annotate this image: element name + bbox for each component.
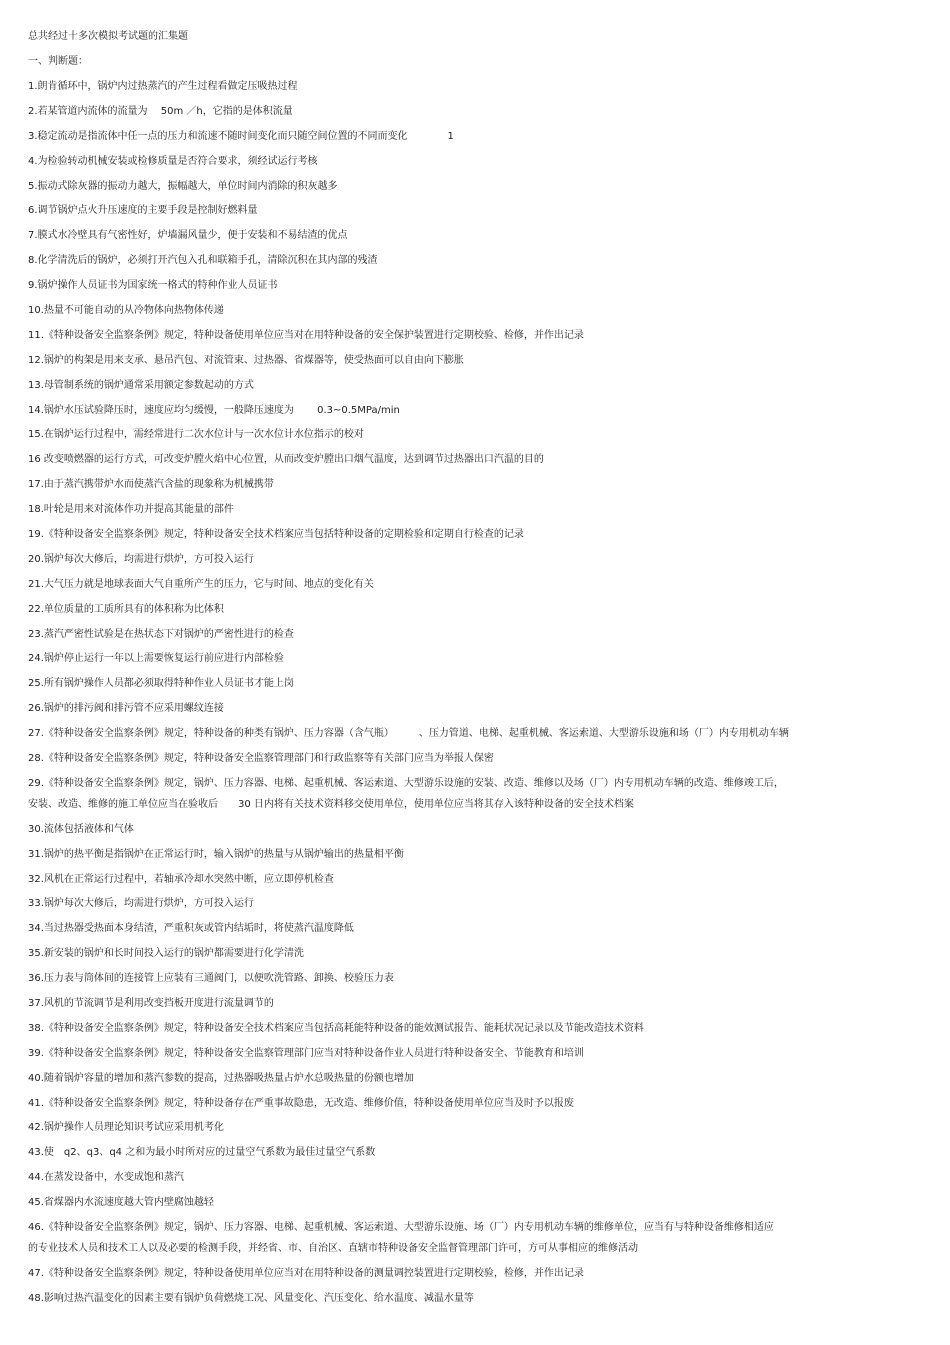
question-item: 36.压力表与筒体间的连接管上应装有三通阀门，以便吹洗管路、卸换、校验压力表 bbox=[28, 973, 394, 985]
question-item: 26.锅炉的排污阀和排污管不应采用螺纹连接 bbox=[28, 703, 224, 715]
question-item: 30.流体包括液体和气体 bbox=[28, 823, 134, 835]
question-item: 4.为检验转动机械安装或检修质量是否符合要求，须经试运行考核 bbox=[28, 155, 318, 167]
document-page bbox=[28, 30, 928, 1317]
question-item: 2.若某管道内流体的流量为 50m ／h，它指的是体积流量 bbox=[28, 105, 293, 117]
question-item: 14.锅炉水压试验降压时，速度应均匀缓慢，一般降压速度为 0.3~0.5MPa/min bbox=[28, 404, 400, 416]
question-item: 37.风机的节流调节是利用改变挡板开度进行流量调节的 bbox=[28, 997, 274, 1009]
question-item: 7.膜式水冷壁具有气密性好，炉墙漏风量少，便于安装和不易结渣的优点 bbox=[28, 230, 348, 242]
question-item: 28.《特种设备安全监察条例》规定，特种设备安全监察管理部门和行政监察等有关部门应当为举报人保密 bbox=[28, 753, 494, 765]
question-item: 46.《特种设备安全监察条例》规定，锅炉、压力容器、电梯、起重机械、客运索道、大型游乐设施、场（厂）内专用机动车辆的维修单位，应当有与特种设备维修相适应 bbox=[28, 1221, 774, 1233]
question-item: 29.《特种设备安全监察条例》规定，锅炉、压力容器、电梯、起重机械、客运索道、大型游乐设施的安装、改造、维修以及场（厂）内专用机动车辆的改造、维修竣工后， bbox=[28, 777, 784, 789]
question-item: 8.化学清洗后的锅炉，必须打开汽包入孔和联箱手孔，清除沉积在其内部的残渣 bbox=[28, 255, 378, 267]
question-item: 39.《特种设备安全监察条例》规定，特种设备安全监察管理部门应当对特种设备作业人员进行特种设备安全、节能教育和培训 bbox=[28, 1047, 584, 1059]
question-item: 19.《特种设备安全监察条例》规定，特种设备安全技术档案应当包括特种设备的定期检验和定期自行检查的记录 bbox=[28, 529, 524, 541]
document-title: 总共经过十多次模拟考试题的汇集题 bbox=[28, 31, 188, 42]
question-item: 42.锅炉操作人员理论知识考试应采用机考化 bbox=[28, 1122, 224, 1134]
question-item: 34.当过热器受热面本身结渣，严重积灰或管内结垢时，将使蒸汽温度降低 bbox=[28, 923, 354, 935]
question-item: 12.锅炉的构架是用来支承、悬吊汽包、对流管束、过热器、省煤器等，使受热面可以自由向下膨胀 bbox=[28, 354, 464, 366]
question-item: 41.《特种设备安全监察条例》规定，特种设备存在严重事故隐患，无改造、维修价值，特种设备使用单位应当及时予以报废 bbox=[28, 1097, 574, 1109]
question-item: 48.影响过热汽温变化的因素主要有锅炉负荷燃烧工况、风量变化、汽压变化、给水温度、减温水量等 bbox=[28, 1292, 474, 1304]
question-item: 24.锅炉停止运行一年以上需要恢复运行前应进行内部检验 bbox=[28, 653, 284, 665]
question-item: 20.锅炉每次大修后，均需进行烘炉，方可投入运行 bbox=[28, 553, 254, 565]
section-heading: 一、判断题： bbox=[28, 56, 88, 67]
question-item: 21.大气压力就是地球表面大气自重所产生的压力，它与时间、地点的变化有关 bbox=[28, 578, 374, 590]
question-item: 33.锅炉每次大修后，均需进行烘炉，方可投入运行 bbox=[28, 898, 254, 910]
question-item: 44.在蒸发设备中，水变成饱和蒸汽 bbox=[28, 1172, 184, 1184]
question-item: 31.锅炉的热平衡是指锅炉在正常运行时，输入锅炉的热量与从锅炉输出的热量相平衡 bbox=[28, 848, 404, 860]
question-item: 32.风机在正常运行过程中，若轴承冷却水突然中断，应立即停机检查 bbox=[28, 873, 334, 885]
question-item: 15.在锅炉运行过程中，需经常进行二次水位计与一次水位计水位指示的校对 bbox=[28, 429, 364, 441]
question-item: 10.热量不可能自动的从冷物体向热物体传递 bbox=[28, 305, 224, 317]
question-item: 1.朗肯循环中，锅炉内过热蒸汽的产生过程看做定压吸热过程 bbox=[28, 81, 298, 92]
question-item: 9.锅炉操作人员证书为国家统一格式的特种作业人员证书 bbox=[28, 280, 278, 292]
question-item: 11.《特种设备安全监察条例》规定，特种设备使用单位应当对在用特种设备的安全保护装置进行定期校验、检修，并作出记录 bbox=[28, 329, 584, 341]
question-item: 18.叶轮是用来对流体作功并提高其能量的部件 bbox=[28, 504, 234, 516]
question-item: 38.《特种设备安全监察条例》规定，特种设备安全技术档案应当包括高耗能特种设备的能效测试报告、能耗状况记录以及节能改造技术资料 bbox=[28, 1022, 644, 1034]
question-item: 13.母管制系统的锅炉通常采用额定参数起动的方式 bbox=[28, 379, 254, 391]
question-item-continuation: 安装、改造、维修的施工单位应当在验收后 30 日内将有关技术资料移交使用单位，使用单位应当将其存入该特种设备的安全技术档案 bbox=[28, 798, 634, 810]
question-item: 40.随着锅炉容量的增加和蒸汽参数的提高，过热器吸热量占炉水总吸热量的份额也增加 bbox=[28, 1072, 414, 1084]
question-item: 22.单位质量的工质所具有的体积称为比体积 bbox=[28, 603, 224, 615]
question-item: 17.由于蒸汽携带炉水而使蒸汽含盐的现象称为机械携带 bbox=[28, 479, 274, 491]
question-item: 3.稳定流动是指流体中任一点的压力和流速不随时间变化而只随空间位置的不同而变化 1 bbox=[28, 130, 454, 142]
question-item-continuation: 的专业技术人员和技术工人以及必要的检测手段，并经省、市、自治区、直辖市特种设备安全监督管理部门许可，方可从事相应的维修活动 bbox=[28, 1242, 638, 1254]
question-item: 47.《特种设备安全监察条例》规定，特种设备使用单位应当对在用特种设备的测量调控装置进行定期校验，检修，并作出记录 bbox=[28, 1267, 584, 1279]
question-item: 35.新安装的锅炉和长时间投入运行的锅炉都需要进行化学清洗 bbox=[28, 948, 304, 960]
question-item: 23.蒸汽严密性试验是在热状态下对锅炉的严密性进行的检查 bbox=[28, 628, 294, 640]
question-item: 25.所有锅炉操作人员都必须取得特种作业人员证书才能上岗 bbox=[28, 678, 294, 690]
question-item: 5.振动式除灰器的振动力越大，振幅越大，单位时间内消除的积灰越多 bbox=[28, 180, 338, 192]
question-item: 6.调节锅炉点火升压速度的主要手段是控制好燃料量 bbox=[28, 205, 258, 217]
question-item: 27.《特种设备安全监察条例》规定，特种设备的种类有锅炉、压力容器（含气瓶） 、压力管道、电梯、起重机械、客运索道、大型游乐设施和场（厂）内专用机动车辆 bbox=[28, 728, 789, 740]
question-item: 43.使 q2、q3、q4 之和为最小时所对应的过量空气系数为最佳过量空气系数 bbox=[28, 1147, 376, 1159]
question-item: 45.省煤器内水流速度越大管内壁腐蚀越轻 bbox=[28, 1197, 214, 1209]
question-item: 16 改变喷燃器的运行方式，可改变炉膛火焰中心位置，从而改变炉膛出口烟气温度，达到调节过热器出口汽温的目的 bbox=[28, 454, 544, 466]
